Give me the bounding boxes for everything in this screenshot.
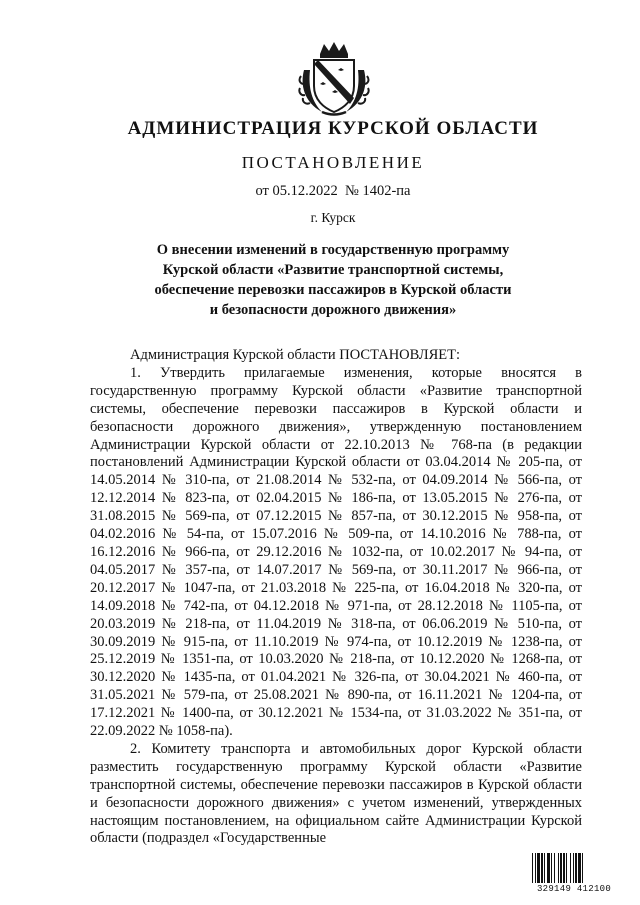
title-line: обеспечение перевозки пассажиров в Курской области [154,282,512,298]
document-body [90,347,582,848]
coat-of-arms-icon [298,40,370,116]
document-type: ПОСТАНОВЛЕНИЕ [241,153,425,172]
title-line: О внесении изменений в государственную программу [156,242,510,258]
title-line: и безопасности дорожного движения» [209,302,457,318]
document-date-number: от 05.12.2022 № 1402-па [255,183,411,199]
body-paragraph-item-2: 2. Комитету транспорта и автомобильных дорог Курской области разместить государственную программу Курской области «Развитие транспортной системы, обеспечение перевозки пассажиров в Курской области и безопасности дорожного движения» с учетом изменений, утвержденных настоящим постановлением, на официальном сайте Администрации Курской области (подраздел «Государственные [90,740,582,847]
title-line: Курской области «Развитие транспортной системы, [162,262,504,278]
body-paragraph-preamble: Администрация Курской области ПОСТАНОВЛЯЕТ: [130,347,461,363]
barcode [531,853,617,897]
document-city: г. Курск [310,210,356,225]
barcode-icon [531,853,617,883]
organization-name: АДМИНИСТРАЦИЯ КУРСКОЙ ОБЛАСТИ [127,118,539,139]
document-title [60,240,606,320]
body-paragraph-item-1: 1. Утвердить прилагаемые изменения, которые вносятся в государственную программу Курской области «Развитие транспортной системы, обеспечение перевозки пассажиров в Курской области и безопасности дорожного движения», утвержденную постановлением Администрации Курской области от 22.10.2013 № 768-па (в редакции постановлений Администрации Курской области от 03.04.2014 № 205-па, от 14.05.2014 № 310-па, от 21.08.2014 № 532-па, от 04.09.2014 № 566-па, от 12.12.2014 № 823-па, от 02.04.2015 № 186-па, от 13.05.2015 № 276-па, от 31.08.2015 № 569-па, от 07.12.2015 № 857-па, от 30.12.2015 № 958-па, от 04.02.2016 № 54-па, от 15.07.2016 № 509-па, от 14.10.2016 № 788-па, от 16.12.2016 № 966-па, от 29.12.2016 № 1032-па, от 10.02.2017 № 94-па, от 04.05.2017 № 357-па, от 14.07.2017 № 569-па, от 30.11.2017 № 966-па, от 20.12.2017 № 1047-па, от 21.03.2018 № 225-па, от 16.04.2018 № 320-па, от 14.09.2018 № 742-па, от 04.12.2018 № 971-па, от 28.12.2018 № 1105-па, от 20.03.2019 № 218-па, от 11.04.2019 № 318-па, от 06.06.2019 № 510-па, от 30.09.2019 № 915-па, от 11.10.2019 № 974-па, от 10.12.2019 № 1238-па, от 25.12.2019 № 1351-па, от 10.03.2020 № 218-па, от 10.12.2020 № 1268-па, от 30.12.2020 № 1435-па, от 01.04.2021 № 326-па, от 30.04.2021 № 460-па, от 31.05.2021 № 579-па, от 25.08.2021 № 890-па, от 16.11.2021 № 1204-па, от 17.12.2021 № 1400-па, от 30.12.2021 № 1534-па, от 31.03.2022 № 351-па, от 22.09.2022 № 1058-па). [90,364,582,740]
barcode-number: 329149 412100 [536,884,612,894]
